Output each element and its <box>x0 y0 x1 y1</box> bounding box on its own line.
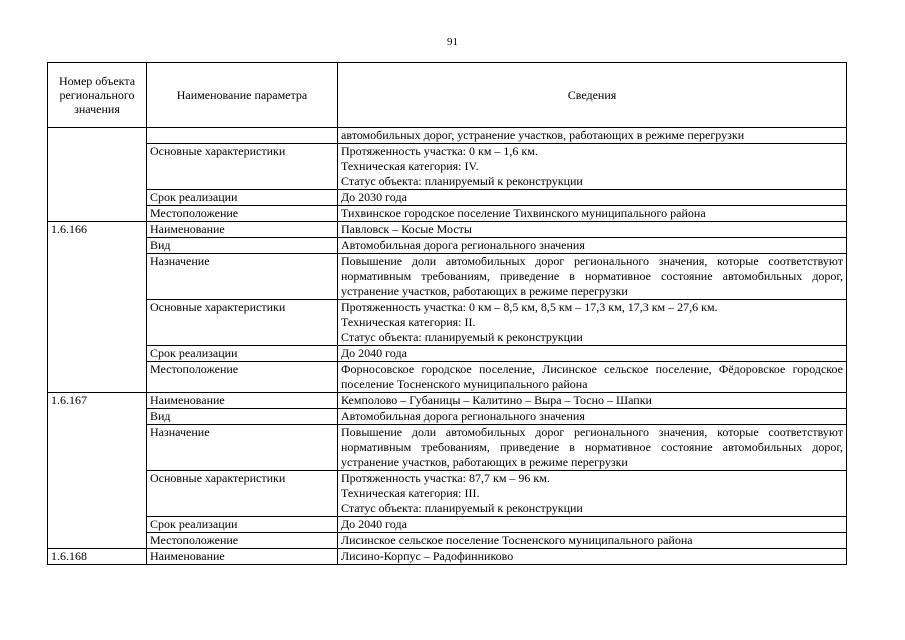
value-cell: Форносовское городское поселение, Лисинское сельское поселение, Фёдоровское городское поселение Тосненского муниципального района <box>338 362 847 393</box>
parameter-cell: Основные характеристики <box>147 144 338 190</box>
parameter-cell-empty <box>147 128 338 144</box>
table-row <box>48 254 847 300</box>
value-cell: До 2040 года <box>338 517 847 533</box>
parameter-cell: Срок реализации <box>147 517 338 533</box>
value-line: Техническая категория: II. <box>341 315 476 329</box>
table-row <box>48 300 847 346</box>
parameter-cell: Вид <box>147 238 338 254</box>
table-row <box>48 393 847 409</box>
value-cell: Автомобильная дорога регионального значения <box>338 238 847 254</box>
table-row <box>48 144 847 190</box>
value-line: Статус объекта: планируемый к реконструкции <box>341 330 583 344</box>
table-row <box>48 206 847 222</box>
table-row <box>48 190 847 206</box>
value-cell: Павловск – Косые Мосты <box>338 222 847 238</box>
value-cell: Лисинское сельское поселение Тосненского муниципального района <box>338 533 847 549</box>
value-cell: До 2040 года <box>338 346 847 362</box>
value-line: Протяженность участка: 87,7 км – 96 км. <box>341 471 550 485</box>
table-row <box>48 549 847 565</box>
header-parameter-name: Наименование параметра <box>147 63 338 128</box>
table-row <box>48 409 847 425</box>
table-row <box>48 222 847 238</box>
value-cell <box>338 300 847 346</box>
value-cell: Кемполово – Губаницы – Калитино – Выра – Тосно – Шапки <box>338 393 847 409</box>
parameter-cell: Наименование <box>147 393 338 409</box>
value-line: Техническая категория: III. <box>341 486 480 500</box>
parameter-cell: Местоположение <box>147 533 338 549</box>
regional-objects-table <box>47 62 847 565</box>
parameter-cell: Вид <box>147 409 338 425</box>
parameter-cell: Назначение <box>147 254 338 300</box>
value-cell: Тихвинское городское поселение Тихвинского муниципального района <box>338 206 847 222</box>
table-row <box>48 346 847 362</box>
table-row <box>48 517 847 533</box>
parameter-cell: Основные характеристики <box>147 300 338 346</box>
value-cell: автомобильных дорог, устранение участков, работающих в режиме перегрузки <box>338 128 847 144</box>
value-cell <box>338 144 847 190</box>
parameter-cell: Наименование <box>147 222 338 238</box>
value-line: Техническая категория: IV. <box>341 159 479 173</box>
parameter-cell: Срок реализации <box>147 346 338 362</box>
header-details: Сведения <box>338 63 847 128</box>
table-row <box>48 425 847 471</box>
value-cell: Повышение доли автомобильных дорог регионального значения, которые соответствуют нормативным требованиям, приведение в нормативное состояние автомобильных дорог, устранение участков, работающих в режиме перегрузки <box>338 425 847 471</box>
value-line: Статус объекта: планируемый к реконструкции <box>341 174 583 188</box>
table-row <box>48 533 847 549</box>
value-cell: Повышение доли автомобильных дорог регионального значения, которые соответствуют нормативным требованиям, приведение в нормативное состояние автомобильных дорог, устранение участков, работающих в режиме перегрузки <box>338 254 847 300</box>
value-line: Статус объекта: планируемый к реконструкции <box>341 501 583 515</box>
value-cell <box>338 471 847 517</box>
value-cell: Автомобильная дорога регионального значения <box>338 409 847 425</box>
parameter-cell: Местоположение <box>147 362 338 393</box>
parameter-cell: Назначение <box>147 425 338 471</box>
table-row <box>48 128 847 144</box>
value-cell: Лисино-Корпус – Радофинниково <box>338 549 847 565</box>
page-number: 91 <box>447 36 458 48</box>
value-cell: До 2030 года <box>338 190 847 206</box>
table-row <box>48 362 847 393</box>
value-line: Протяженность участка: 0 км – 8,5 км, 8,5 км – 17,3 км, 17,3 км – 27,6 км. <box>341 300 718 314</box>
parameter-cell: Местоположение <box>147 206 338 222</box>
table-header-row <box>48 63 847 128</box>
object-number-cell: 1.6.167 <box>48 393 147 549</box>
table-row <box>48 471 847 517</box>
header-object-number: Номер объекта регионального значения <box>48 63 147 128</box>
object-number-cell: 1.6.166 <box>48 222 147 393</box>
table-row <box>48 238 847 254</box>
value-line: Протяженность участка: 0 км – 1,6 км. <box>341 144 538 158</box>
object-number-cell <box>48 128 147 222</box>
parameter-cell: Основные характеристики <box>147 471 338 517</box>
parameter-cell: Наименование <box>147 549 338 565</box>
parameter-cell: Срок реализации <box>147 190 338 206</box>
object-number-cell: 1.6.168 <box>48 549 147 565</box>
